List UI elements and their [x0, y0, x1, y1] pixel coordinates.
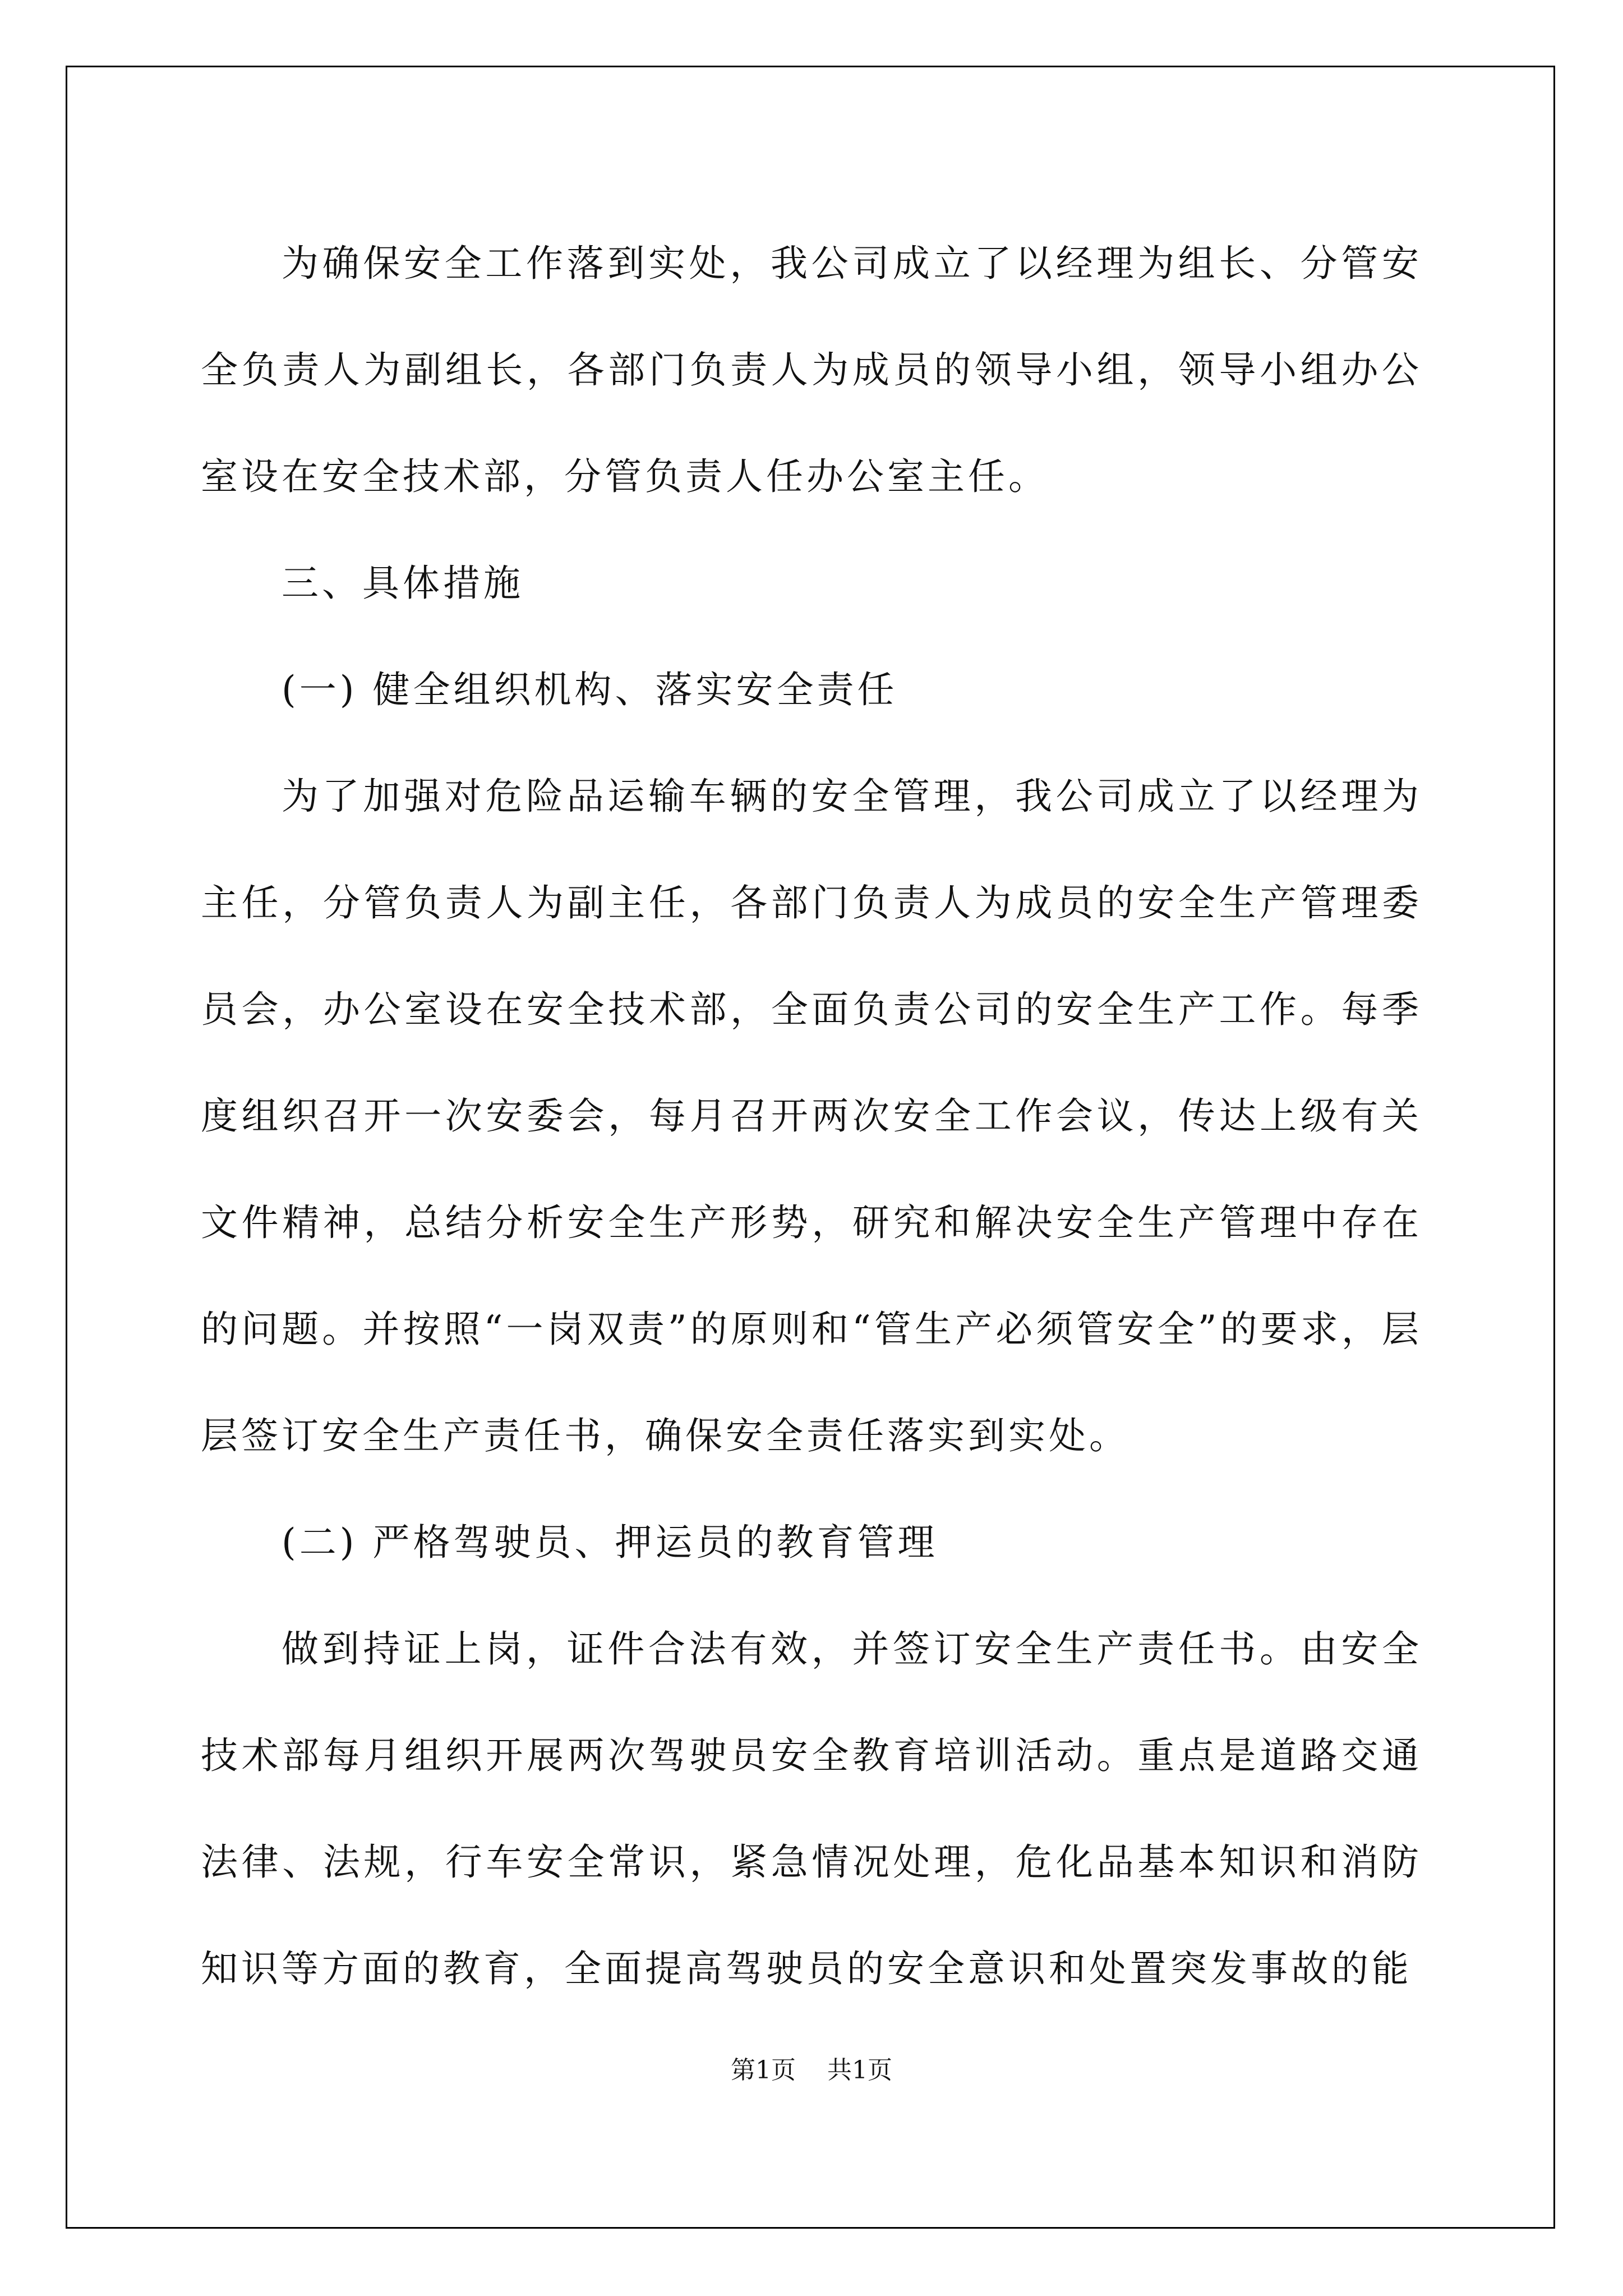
- paragraph: 为了加强对危险品运输车辆的安全管理，我公司成立了以经理为主任，分管负责人为副主任，各部门负责人为成员的安全生产管理委员会，办公室设在安全技术部，全面负责公司的安全生产工作。每季度组织召开一次安委会，每月召开两次安全工作会议，传达上级有关文件精神，总结分析安全生产形势，研究和解决安全生产管理中存在的问题。并按照“一岗双责”的原则和“管生产必须管安全”的要求，层层签订安全生产责任书，确保安全责任落实到实处。: [201, 775, 1422, 1457]
- paragraph: 为确保安全工作落到实处，我公司成立了以经理为组长、分管安全负责人为副组长，各部门负责人为成员的领导小组，领导小组办公室设在安全技术部，分管负责人任办公室主任。: [201, 242, 1422, 498]
- subsection-heading: (二) 严格驾驶员、押运员的教育管理: [282, 1521, 938, 1564]
- document-body: [201, 210, 1422, 2022]
- page-total: 共1页: [827, 2056, 892, 2085]
- section-heading: 三、具体措施: [282, 562, 524, 605]
- page-number: 第1页: [731, 2056, 796, 2085]
- page-footer: [0, 2050, 1623, 2086]
- subsection-heading: (一) 健全组织机构、落实安全责任: [282, 668, 898, 711]
- paragraph: 做到持证上岗，证件合法有效，并签订安全生产责任书。由安全技术部每月组织开展两次驾驶员安全教育培训活动。重点是道路交通法律、法规，行车安全常识，紧急情况处理，危化品基本知识和消防知识等方面的教育，全面提高驾驶员的安全意识和处置突发事故的能: [201, 1627, 1422, 1990]
